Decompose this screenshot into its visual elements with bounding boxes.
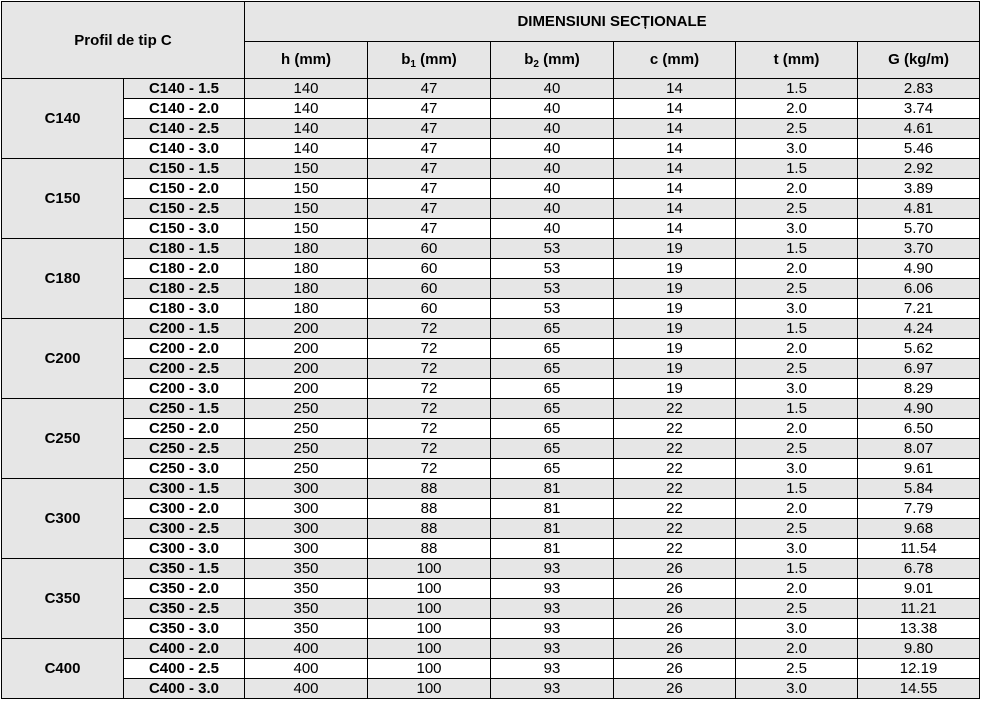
cell-g: 11.21 [858, 599, 980, 619]
cell-c: 19 [614, 279, 736, 299]
cell-b1: 100 [368, 619, 491, 639]
cell-t: 2.5 [736, 199, 858, 219]
table-row [2, 339, 980, 359]
cell-g: 6.06 [858, 279, 980, 299]
cell-h: 300 [245, 519, 368, 539]
cell-t: 2.5 [736, 659, 858, 679]
cell-b1: 100 [368, 639, 491, 659]
cell-c: 26 [614, 619, 736, 639]
cell-h: 150 [245, 179, 368, 199]
cell-h: 250 [245, 439, 368, 459]
cell-b2: 40 [491, 219, 614, 239]
cell-t: 2.5 [736, 599, 858, 619]
profile-code-cell: C300 - 2.5 [124, 519, 245, 539]
profile-code-cell: C140 - 3.0 [124, 139, 245, 159]
cell-b1: 100 [368, 599, 491, 619]
profile-code-cell: C250 - 3.0 [124, 459, 245, 479]
cell-h: 200 [245, 359, 368, 379]
cell-b1: 72 [368, 359, 491, 379]
cell-c: 14 [614, 119, 736, 139]
cell-b2: 93 [491, 599, 614, 619]
cell-t: 3.0 [736, 619, 858, 639]
cell-b2: 40 [491, 119, 614, 139]
cell-c: 14 [614, 139, 736, 159]
profile-code-cell: C150 - 2.5 [124, 199, 245, 219]
cell-b1: 47 [368, 179, 491, 199]
cell-h: 140 [245, 99, 368, 119]
table-row [2, 299, 980, 319]
table-row [2, 119, 980, 139]
table-body [2, 79, 980, 699]
profile-dimensions-table [1, 1, 980, 699]
cell-b2: 65 [491, 399, 614, 419]
cell-c: 19 [614, 299, 736, 319]
cell-g: 5.84 [858, 479, 980, 499]
cell-t: 3.0 [736, 539, 858, 559]
cell-t: 1.5 [736, 399, 858, 419]
cell-h: 200 [245, 379, 368, 399]
cell-b1: 100 [368, 579, 491, 599]
profile-group-label: C400 [2, 639, 124, 699]
cell-b1: 72 [368, 439, 491, 459]
cell-h: 150 [245, 159, 368, 179]
cell-t: 2.0 [736, 99, 858, 119]
cell-c: 14 [614, 179, 736, 199]
cell-h: 300 [245, 539, 368, 559]
column-header-b1: $b_1$ (mm) [368, 41, 491, 79]
cell-b1: 47 [368, 199, 491, 219]
cell-g: 5.46 [858, 139, 980, 159]
cell-g: 6.78 [858, 559, 980, 579]
profile-code-cell: C150 - 2.0 [124, 179, 245, 199]
cell-b2: 65 [491, 379, 614, 399]
cell-t: 2.0 [736, 419, 858, 439]
cell-b2: 40 [491, 99, 614, 119]
profile-code-cell: C200 - 1.5 [124, 319, 245, 339]
cell-b2: 93 [491, 579, 614, 599]
table-row [2, 279, 980, 299]
table-row [2, 319, 980, 339]
column-header-t: t (mm) [736, 41, 858, 79]
cell-h: 350 [245, 559, 368, 579]
cell-t: 1.5 [736, 159, 858, 179]
column-header-h: h (mm) [245, 41, 368, 79]
table-row [2, 359, 980, 379]
cell-h: 140 [245, 119, 368, 139]
cell-g: 6.97 [858, 359, 980, 379]
profile-group-label: C140 [2, 79, 124, 159]
table-row [2, 599, 980, 619]
cell-c: 14 [614, 199, 736, 219]
cell-c: 22 [614, 539, 736, 559]
cell-h: 140 [245, 139, 368, 159]
cell-g: 6.50 [858, 419, 980, 439]
cell-b2: 81 [491, 479, 614, 499]
cell-h: 300 [245, 499, 368, 519]
cell-g: 3.89 [858, 179, 980, 199]
cell-t: 2.0 [736, 499, 858, 519]
cell-b2: 93 [491, 639, 614, 659]
cell-c: 26 [614, 599, 736, 619]
cell-c: 19 [614, 239, 736, 259]
cell-h: 250 [245, 419, 368, 439]
cell-b2: 81 [491, 519, 614, 539]
cell-h: 140 [245, 79, 368, 99]
profile-group-label: C300 [2, 479, 124, 559]
cell-c: 19 [614, 339, 736, 359]
cell-c: 14 [614, 159, 736, 179]
cell-b2: 65 [491, 459, 614, 479]
cell-b1: 88 [368, 519, 491, 539]
cell-c: 19 [614, 359, 736, 379]
cell-g: 4.24 [858, 319, 980, 339]
cell-b1: 72 [368, 339, 491, 359]
cell-g: 4.61 [858, 119, 980, 139]
profile-code-cell: C400 - 2.5 [124, 659, 245, 679]
cell-g: 2.83 [858, 79, 980, 99]
cell-t: 3.0 [736, 139, 858, 159]
cell-b1: 88 [368, 479, 491, 499]
cell-b1: 47 [368, 99, 491, 119]
cell-h: 400 [245, 679, 368, 699]
table-row [2, 139, 980, 159]
cell-b2: 93 [491, 559, 614, 579]
profile-code-cell: C180 - 3.0 [124, 299, 245, 319]
cell-b2: 81 [491, 539, 614, 559]
cell-b1: 47 [368, 119, 491, 139]
profile-group-label: C180 [2, 239, 124, 319]
cell-g: 7.79 [858, 499, 980, 519]
cell-h: 150 [245, 219, 368, 239]
cell-c: 22 [614, 399, 736, 419]
cell-c: 22 [614, 499, 736, 519]
cell-c: 14 [614, 219, 736, 239]
table-row [2, 239, 980, 259]
cell-g: 9.61 [858, 459, 980, 479]
cell-b1: 72 [368, 419, 491, 439]
cell-g: 14.55 [858, 679, 980, 699]
cell-c: 26 [614, 639, 736, 659]
cell-h: 350 [245, 619, 368, 639]
profile-group-label: C150 [2, 159, 124, 239]
cell-h: 350 [245, 599, 368, 619]
profile-type-header: Profil de tip C [2, 2, 245, 79]
cell-b1: 72 [368, 319, 491, 339]
cell-b2: 93 [491, 619, 614, 639]
cell-c: 19 [614, 319, 736, 339]
table-row [2, 99, 980, 119]
cell-h: 400 [245, 659, 368, 679]
profile-code-cell: C300 - 2.0 [124, 499, 245, 519]
cell-b2: 65 [491, 419, 614, 439]
cell-h: 350 [245, 579, 368, 599]
table-row [2, 579, 980, 599]
profile-code-cell: C250 - 1.5 [124, 399, 245, 419]
cell-b2: 40 [491, 79, 614, 99]
cell-c: 22 [614, 419, 736, 439]
cell-g: 13.38 [858, 619, 980, 639]
cell-c: 22 [614, 439, 736, 459]
cell-t: 1.5 [736, 79, 858, 99]
cell-h: 400 [245, 639, 368, 659]
cell-h: 180 [245, 299, 368, 319]
table-row [2, 679, 980, 699]
cell-b1: 72 [368, 379, 491, 399]
table-row [2, 179, 980, 199]
cell-b1: 72 [368, 459, 491, 479]
table-row [2, 159, 980, 179]
cell-t: 1.5 [736, 479, 858, 499]
cell-b1: 47 [368, 79, 491, 99]
cell-b1: 100 [368, 659, 491, 679]
table-row [2, 79, 980, 99]
cell-g: 3.70 [858, 239, 980, 259]
profile-code-cell: C300 - 3.0 [124, 539, 245, 559]
cell-b1: 88 [368, 539, 491, 559]
profile-group-label: C350 [2, 559, 124, 639]
cell-b2: 65 [491, 319, 614, 339]
profile-code-cell: C350 - 2.5 [124, 599, 245, 619]
cell-t: 1.5 [736, 559, 858, 579]
cell-g: 5.70 [858, 219, 980, 239]
cell-t: 2.5 [736, 359, 858, 379]
cell-b1: 60 [368, 239, 491, 259]
cell-g: 9.68 [858, 519, 980, 539]
cell-c: 26 [614, 559, 736, 579]
cell-g: 4.90 [858, 399, 980, 419]
cell-g: 2.92 [858, 159, 980, 179]
cell-t: 2.5 [736, 519, 858, 539]
cell-g: 9.01 [858, 579, 980, 599]
profile-code-cell: C200 - 2.0 [124, 339, 245, 359]
cell-t: 3.0 [736, 299, 858, 319]
cell-b1: 100 [368, 559, 491, 579]
cell-g: 9.80 [858, 639, 980, 659]
profile-code-cell: C350 - 2.0 [124, 579, 245, 599]
cell-b2: 40 [491, 159, 614, 179]
cell-h: 200 [245, 319, 368, 339]
cell-g: 4.81 [858, 199, 980, 219]
cell-t: 1.5 [736, 239, 858, 259]
profile-code-cell: C140 - 1.5 [124, 79, 245, 99]
cell-h: 180 [245, 259, 368, 279]
table-row [2, 399, 980, 419]
cell-g: 8.07 [858, 439, 980, 459]
cell-h: 200 [245, 339, 368, 359]
cell-b2: 65 [491, 439, 614, 459]
profile-code-cell: C400 - 2.0 [124, 639, 245, 659]
profile-code-cell: C250 - 2.0 [124, 419, 245, 439]
cell-t: 3.0 [736, 379, 858, 399]
cell-c: 19 [614, 379, 736, 399]
cell-b1: 60 [368, 259, 491, 279]
profile-code-cell: C250 - 2.5 [124, 439, 245, 459]
profile-code-cell: C140 - 2.0 [124, 99, 245, 119]
table-row [2, 479, 980, 499]
cell-c: 19 [614, 259, 736, 279]
table-row [2, 539, 980, 559]
cell-c: 26 [614, 679, 736, 699]
cell-b1: 60 [368, 299, 491, 319]
cell-b2: 40 [491, 199, 614, 219]
cell-t: 3.0 [736, 459, 858, 479]
cell-c: 22 [614, 519, 736, 539]
table-row [2, 419, 980, 439]
table-row [2, 379, 980, 399]
cell-b2: 81 [491, 499, 614, 519]
cell-g: 4.90 [858, 259, 980, 279]
table-row [2, 659, 980, 679]
column-header-b2: $b_2$ (mm) [491, 41, 614, 79]
profile-code-cell: C140 - 2.5 [124, 119, 245, 139]
profile-group-label: C250 [2, 399, 124, 479]
cell-b2: 53 [491, 299, 614, 319]
profile-code-cell: C180 - 1.5 [124, 239, 245, 259]
cell-t: 2.0 [736, 259, 858, 279]
table-row [2, 259, 980, 279]
cell-b2: 65 [491, 359, 614, 379]
cell-g: 3.74 [858, 99, 980, 119]
cell-t: 3.0 [736, 679, 858, 699]
cell-h: 180 [245, 239, 368, 259]
cell-b2: 53 [491, 279, 614, 299]
cell-t: 2.0 [736, 339, 858, 359]
column-header-g: G (kg/m) [858, 41, 980, 79]
cell-c: 14 [614, 79, 736, 99]
profile-code-cell: C200 - 2.5 [124, 359, 245, 379]
cell-b1: 72 [368, 399, 491, 419]
cell-c: 26 [614, 579, 736, 599]
sectional-dimensions-header: DIMENSIUNI SECȚIONALE [245, 2, 980, 42]
table-row [2, 499, 980, 519]
cell-b2: 93 [491, 659, 614, 679]
cell-b2: 93 [491, 679, 614, 699]
table-row [2, 219, 980, 239]
cell-g: 5.62 [858, 339, 980, 359]
profile-group-label: C200 [2, 319, 124, 399]
cell-b1: 88 [368, 499, 491, 519]
table-row [2, 639, 980, 659]
cell-t: 2.0 [736, 179, 858, 199]
table-row [2, 439, 980, 459]
cell-g: 7.21 [858, 299, 980, 319]
cell-c: 26 [614, 659, 736, 679]
column-header-c: c (mm) [614, 41, 736, 79]
cell-t: 2.0 [736, 639, 858, 659]
profile-code-cell: C180 - 2.0 [124, 259, 245, 279]
table-row [2, 459, 980, 479]
cell-b2: 53 [491, 259, 614, 279]
table-row [2, 199, 980, 219]
profile-code-cell: C180 - 2.5 [124, 279, 245, 299]
cell-h: 250 [245, 459, 368, 479]
cell-b2: 40 [491, 179, 614, 199]
cell-b1: 100 [368, 679, 491, 699]
cell-b1: 60 [368, 279, 491, 299]
cell-t: 2.5 [736, 119, 858, 139]
profile-code-cell: C300 - 1.5 [124, 479, 245, 499]
table-row [2, 559, 980, 579]
cell-t: 2.0 [736, 579, 858, 599]
profile-code-cell: C150 - 3.0 [124, 219, 245, 239]
cell-g: 8.29 [858, 379, 980, 399]
profile-code-cell: C200 - 3.0 [124, 379, 245, 399]
cell-b1: 47 [368, 159, 491, 179]
cell-h: 250 [245, 399, 368, 419]
profile-code-cell: C150 - 1.5 [124, 159, 245, 179]
cell-h: 150 [245, 199, 368, 219]
cell-t: 3.0 [736, 219, 858, 239]
cell-g: 11.54 [858, 539, 980, 559]
table-row [2, 519, 980, 539]
profile-code-cell: C350 - 1.5 [124, 559, 245, 579]
cell-b2: 65 [491, 339, 614, 359]
profile-code-cell: C400 - 3.0 [124, 679, 245, 699]
cell-t: 1.5 [736, 319, 858, 339]
cell-h: 180 [245, 279, 368, 299]
cell-t: 2.5 [736, 279, 858, 299]
cell-b2: 40 [491, 139, 614, 159]
cell-b1: 47 [368, 139, 491, 159]
cell-c: 22 [614, 459, 736, 479]
cell-c: 22 [614, 479, 736, 499]
cell-h: 300 [245, 479, 368, 499]
cell-b2: 53 [491, 239, 614, 259]
cell-g: 12.19 [858, 659, 980, 679]
cell-c: 14 [614, 99, 736, 119]
cell-b1: 47 [368, 219, 491, 239]
profile-code-cell: C350 - 3.0 [124, 619, 245, 639]
table-header [2, 2, 980, 79]
table-row [2, 619, 980, 639]
cell-t: 2.5 [736, 439, 858, 459]
